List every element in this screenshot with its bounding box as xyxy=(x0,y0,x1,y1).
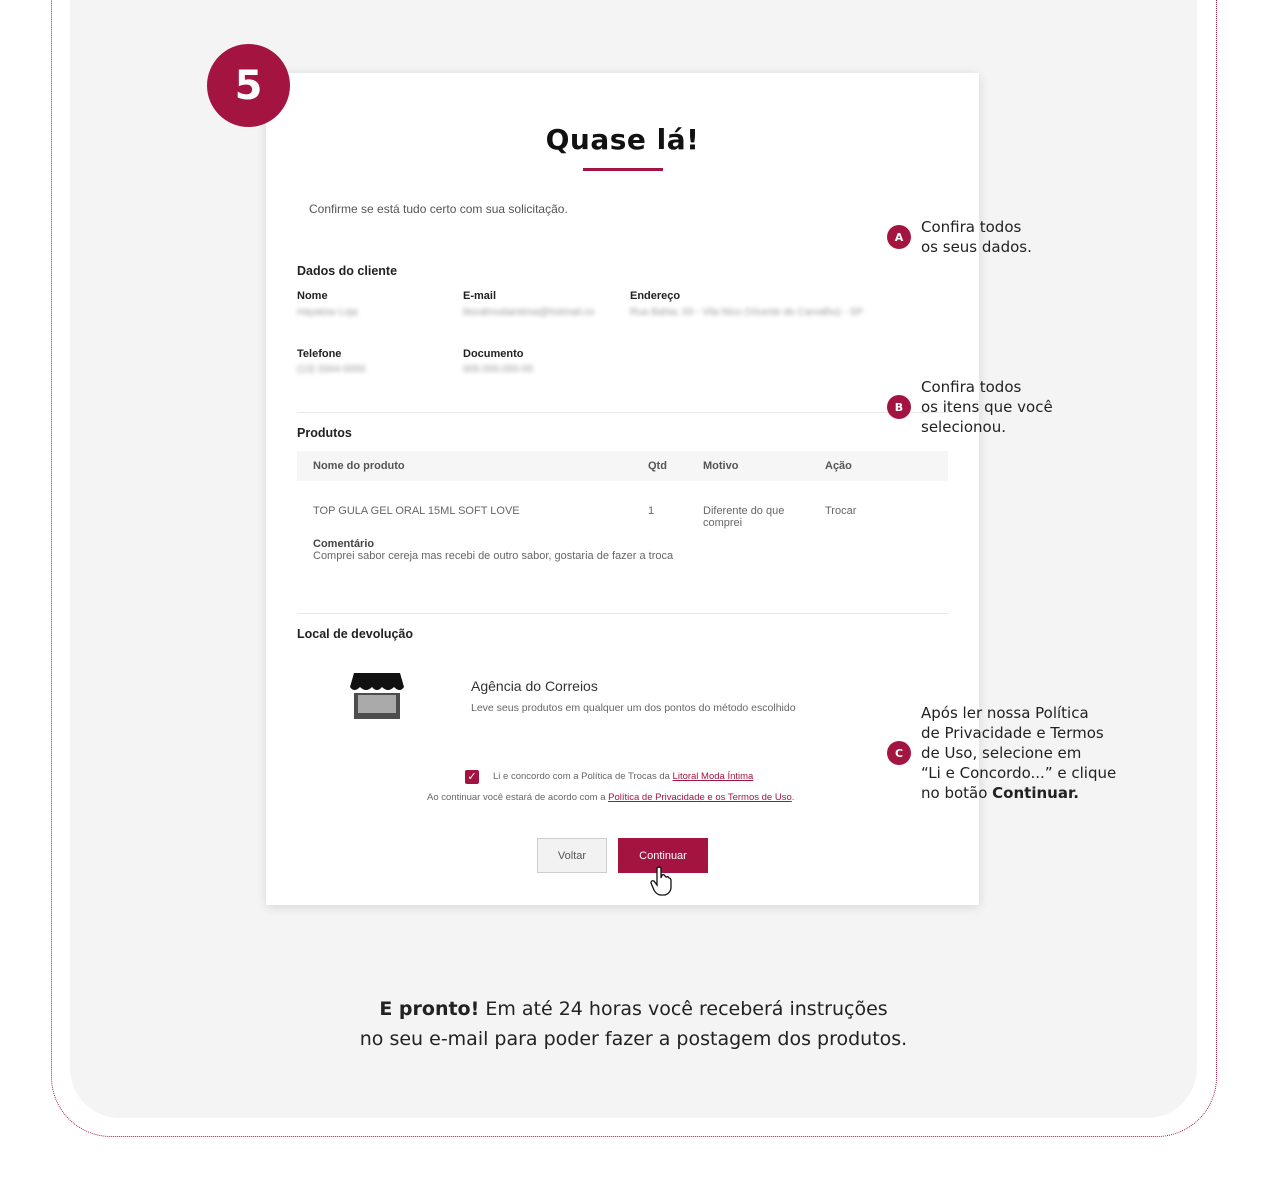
agree-checkbox[interactable] xyxy=(465,770,479,784)
callout-c-prefix: no botão xyxy=(921,784,993,802)
terms-notice xyxy=(427,792,794,803)
product-name: TOP GULA GEL ORAL 15ML SOFT LOVE xyxy=(313,505,520,517)
agree-label xyxy=(493,771,753,782)
product-qty: 1 xyxy=(648,505,655,517)
table-header xyxy=(297,451,948,481)
store-icon xyxy=(348,671,406,721)
phone-value: (13) 3344-0000 xyxy=(297,364,366,375)
products-heading: Produtos xyxy=(297,426,352,440)
comment-text: Comprei sabor cereja mas recebi de outro sabor, gostaria de fazer a troca xyxy=(313,550,674,562)
callout-c-bold: Continuar. xyxy=(992,784,1079,802)
product-reason-line1: Diferente do que xyxy=(703,505,785,517)
name-label: Nome xyxy=(297,290,328,302)
exchange-policy-link[interactable]: Litoral Moda Íntima xyxy=(672,771,754,782)
callout-c-line xyxy=(921,783,1116,803)
name-value: Hayatow Loja xyxy=(297,307,358,318)
page-title: Quase lá! xyxy=(545,123,700,156)
callout-badge-b: B xyxy=(887,395,911,419)
callout-b xyxy=(921,377,1053,437)
comment-label: Comentário xyxy=(313,538,375,550)
document-label: Documento xyxy=(463,348,524,360)
email-value: litoralmodaintima@hotmail.co xyxy=(463,307,595,318)
back-button[interactable]: Voltar xyxy=(537,838,607,873)
return-option-title[interactable]: Agência do Correios xyxy=(471,678,598,694)
email-label: E-mail xyxy=(463,290,497,302)
hand-cursor-icon xyxy=(650,866,672,896)
agree-text: Li e concordo com a Política de Trocas da xyxy=(493,771,673,782)
callout-b-line: os itens que você xyxy=(921,398,1053,416)
callout-c-line: de Uso, selecione em xyxy=(921,744,1082,762)
return-place-heading: Local de devolução xyxy=(297,627,414,641)
column-header: Qtd xyxy=(648,460,667,472)
footer-message xyxy=(0,994,1267,1054)
terms-text: Ao continuar você estará de acordo com a xyxy=(427,792,609,803)
callout-b-line: selecionou. xyxy=(921,418,1006,436)
callout-a xyxy=(921,217,1032,257)
callout-c-line: “Li e Concordo...” e clique xyxy=(921,764,1117,782)
product-action: Trocar xyxy=(825,505,857,517)
column-header: Ação xyxy=(825,460,852,472)
title-underline xyxy=(583,168,663,171)
callout-a-line: Confira todos xyxy=(921,218,1022,236)
callout-c-line: de Privacidade e Termos xyxy=(921,724,1104,742)
client-heading: Dados do cliente xyxy=(297,264,398,278)
confirmation-card xyxy=(266,73,979,905)
callout-b-line: Confira todos xyxy=(921,378,1022,396)
address-value: Rua Bahia, 00 - Vila Nico (Vicente de Carvalho) - SP xyxy=(630,307,864,318)
callout-badge-c: C xyxy=(887,741,911,765)
intro-text: Confirme se está tudo certo com sua solicitação. xyxy=(309,202,568,216)
checkbox-check-icon: ✓ xyxy=(467,770,477,783)
terms-end: . xyxy=(791,792,795,803)
column-header: Motivo xyxy=(703,460,739,472)
address-label: Endereço xyxy=(630,290,681,302)
continue-button[interactable]: Continuar xyxy=(618,838,708,873)
callout-badge-a: A xyxy=(887,225,911,249)
footer-line2: no seu e-mail para poder fazer a postagem dos produtos. xyxy=(359,1028,908,1050)
step-badge: 5 xyxy=(207,44,290,127)
callout-c xyxy=(921,703,1116,803)
footer-line xyxy=(0,994,1267,1024)
product-reason-line2: comprei xyxy=(703,517,743,529)
return-option-description: Leve seus produtos em qualquer um dos pontos do método escolhido xyxy=(471,702,796,714)
divider xyxy=(297,412,948,413)
footer-line1: Em até 24 horas você receberá instruções xyxy=(479,998,888,1020)
document-value: 000.000.000-00 xyxy=(463,364,534,375)
callout-c-line: Após ler nossa Política xyxy=(921,704,1089,722)
footer-bold: E pronto! xyxy=(379,998,480,1020)
privacy-terms-link[interactable]: Política de Privacidade e os Termos de Uso xyxy=(608,792,792,803)
phone-label: Telefone xyxy=(297,348,342,360)
divider xyxy=(297,613,948,614)
column-header: Nome do produto xyxy=(313,460,405,472)
callout-a-line: os seus dados. xyxy=(921,238,1032,256)
